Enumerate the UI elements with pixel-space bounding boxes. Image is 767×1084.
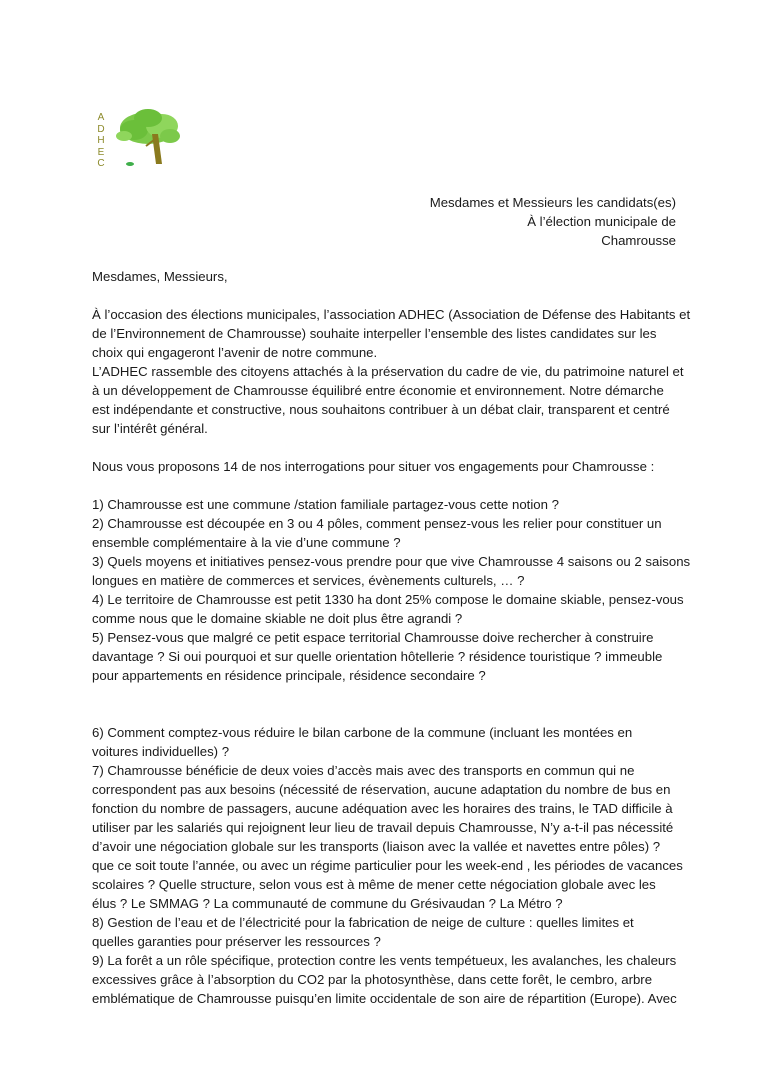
intro-line: est indépendante et constructive, nous souhaitons contribuer à un débat clair, transparent et centré <box>92 402 670 417</box>
question-line: emblématique de Chamrousse puisqu’en limite occidentale de son aire de répartition (Europe). Avec <box>92 991 677 1006</box>
question-line: quelles garanties pour préserver les ressources ? <box>92 934 381 949</box>
question-line: ensemble complémentaire à la vie d’une commune ? <box>92 535 401 550</box>
question-line: 4) Le territoire de Chamrousse est petit 1330 ha dont 25% compose le domaine skiable, pensez-vous <box>92 592 684 607</box>
recipient-line: À l’élection municipale de <box>527 214 676 229</box>
question-line: 2) Chamrousse est découpée en 3 ou 4 pôles, comment pensez-vous les relier pour constituer un <box>92 516 662 531</box>
adhec-logo <box>96 106 186 172</box>
question-line: 8) Gestion de l’eau et de l’électricité pour la fabrication de neige de culture : quelles limites et <box>92 915 634 930</box>
question-line: pour appartements en résidence principale, résidence secondaire ? <box>92 668 486 683</box>
intro-line: L’ADHEC rassemble des citoyens attachés à la préservation du cadre de vie, du patrimoine naturel et <box>92 364 684 379</box>
question-line: excessives grâce à l’absorption du CO2 par la photosynthèse, dans cette forêt, le cembro, arbre <box>92 972 653 987</box>
recipient-line: Chamrousse <box>601 233 676 248</box>
question-line: élus ? Le SMMAG ? La communauté de commune du Grésivaudan ? La Métro ? <box>92 896 563 911</box>
intro-line: À l’occasion des élections municipales, l’association ADHEC (Association de Défense des Habitants et <box>92 307 691 322</box>
logo-letter: H <box>97 135 105 146</box>
recipient-line: Mesdames et Messieurs les candidats(es) <box>429 195 676 210</box>
question-line: comme nous que le domaine skiable ne doit plus être agrandi ? <box>92 611 463 626</box>
question-line: longues en matière de commerces et services, évènements culturels, … ? <box>92 573 525 588</box>
question-line: utiliser par les salariés qui rejoignent leur lieu de travail depuis Chamrousse, N’y a-t-il pas nécessité <box>92 820 674 835</box>
logo-letter: D <box>97 123 105 135</box>
question-line: 3) Quels moyens et initiatives pensez-vous prendre pour que vive Chamrousse 4 saisons ou 2 saisons <box>92 554 691 569</box>
question-line: 5) Pensez-vous que malgré ce petit espace territorial Chamrousse doive rechercher à construire <box>92 630 654 645</box>
question-line: correspondent pas aux besoins (nécessité de réservation, aucune adaptation du nombre de bus en <box>92 782 671 797</box>
question-line: 9) La forêt a un rôle spécifique, protection contre les vents tempétueux, les avalanches, les chaleurs <box>92 953 677 968</box>
question-line: 6) Comment comptez-vous réduire le bilan carbone de la commune (incluant les montées en <box>92 725 633 740</box>
salutation: Mesdames, Messieurs, <box>92 269 228 284</box>
logo-letter: A <box>97 112 105 123</box>
question-line: scolaires ? Quelle structure, selon vous est à même de mener cette négociation globale avec les <box>92 877 656 892</box>
logo-letter: E <box>97 146 105 158</box>
intro-line: à un développement de Chamrousse équilibré entre économie et environnement. Notre démarche <box>92 383 664 398</box>
proposal-line: Nous vous proposons 14 de nos interrogations pour situer vos engagements pour Chamrousse : <box>92 459 655 474</box>
tree-icon <box>112 106 184 170</box>
question-line: fonction du nombre de passagers, aucune adéquation avec les horaires des trains, le TAD difficile à <box>92 801 673 816</box>
intro-line: de l’Environnement de Chamrousse) souhaite interpeller l’ensemble des listes candidates sur les <box>92 326 657 341</box>
question-line: voitures individuelles) ? <box>92 744 230 759</box>
intro-line: choix qui engageront l’avenir de notre commune. <box>92 345 378 360</box>
recipient-block <box>430 193 676 250</box>
letter-body <box>92 267 692 1008</box>
question-line: 7) Chamrousse bénéficie de deux voies d’accès mais avec des transports en commun qui ne <box>92 763 635 778</box>
question-line: davantage ? Si oui pourquoi et sur quelle orientation hôtellerie ? résidence touristique ? immeuble <box>92 649 663 664</box>
question-line: d’avoir une négociation globale sur les transports (liaison avec la vallée et navettes entre pôles) ? <box>92 839 661 854</box>
question-line: 1) Chamrousse est une commune /station familiale partagez-vous cette notion ? <box>92 497 559 512</box>
logo-letters <box>96 112 106 170</box>
logo-letter: C <box>97 158 105 169</box>
intro-line: sur l’intérêt général. <box>92 421 208 436</box>
question-line: que ce soit toute l’année, ou avec un régime particulier pour les week-end , les périodes de vacances <box>92 858 683 873</box>
